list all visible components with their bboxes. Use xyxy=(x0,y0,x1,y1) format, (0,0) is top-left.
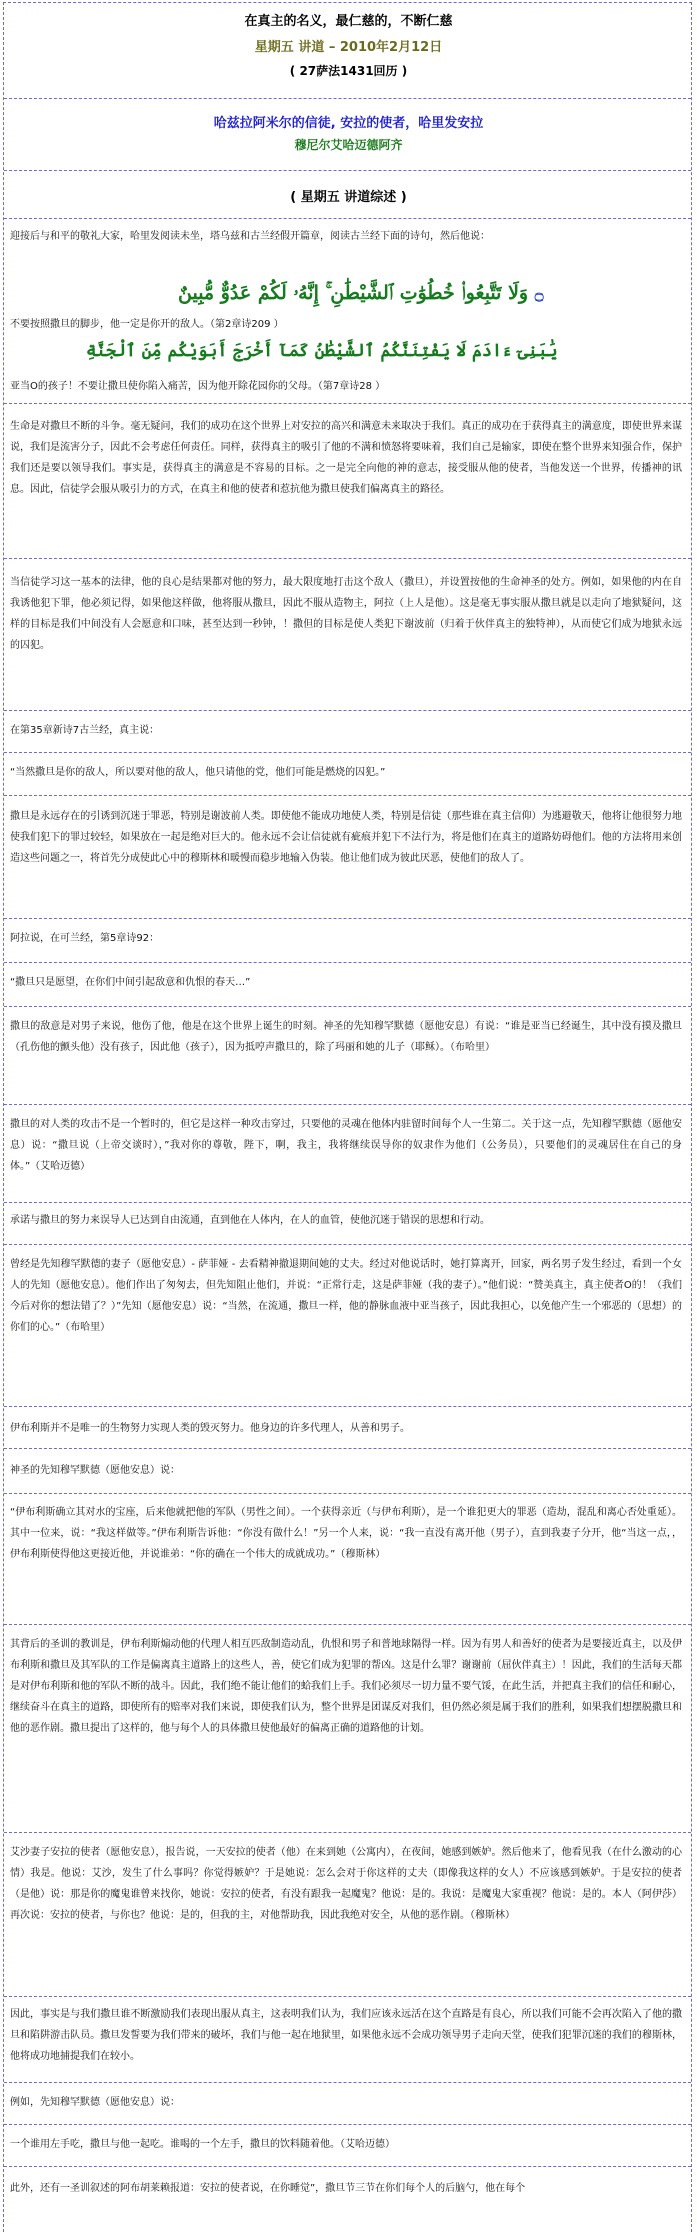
divider xyxy=(4,1996,691,1997)
verse-end-mark: ۝ xyxy=(534,285,544,303)
summary-title: ( 星期五 讲道综述 ) xyxy=(290,190,407,205)
divider xyxy=(4,2166,691,2167)
arabic-verse-1 xyxy=(178,282,544,304)
paragraph-13: 神圣的先知穆罕默德（愿他安息）说： xyxy=(10,1465,180,1476)
divider xyxy=(4,795,691,796)
arabic-verse-2: يَٰبَنِىٓ ءَادَمَ لَا يَفْتِنَنَّكُمُ ٱلشَّيْطَٰنُ كَمَآ أَخْرَجَ أَبَوَيْكُم مِّنَ ٱلْجَنَّةِ xyxy=(86,341,558,361)
divider xyxy=(4,752,691,753)
paragraph-18: 例如，先知穆罕默德（愿他安息）说： xyxy=(10,2097,180,2108)
divider xyxy=(4,1493,691,1494)
paragraph-12: 伊布利斯并不是唯一的生物努力实现人类的毁灭努力。他身边的许多代理人，从善和男子。 xyxy=(10,1423,410,1434)
divider xyxy=(4,1104,691,1105)
divider xyxy=(4,1832,691,1833)
paragraph-19: 一个谁用左手吃，撒旦与他一起吃。谁喝的一个左手，撒旦的饮料随着他。（艾哈迈德） xyxy=(10,2139,395,2150)
divider xyxy=(4,710,691,711)
paragraph-16: 艾沙妻子安拉的使者（愿他安息），报告说，一天安拉的使者（他）在来到她（公寓内），在夜间，她感到嫉妒。然后他来了，他看见我（在什么激动的心情）我是。他说：艾沙，发生了什么事吗？你觉得嫉妒？于是她说：怎么会对于你这样的丈夫（即像我这样的女人）不应该感到嫉妒。于是安拉的使者（是他）说：那是你的魔鬼谁曾来找你，她说：安拉的使者，有没有跟我一起魔鬼？他说：是的。我说：是魔鬼大家重视？他说：是的。本人（阿伊莎）再次说：安拉的使者，与你也？他说：是的，但我的主，对他帮助我，因此我绝对安全，从他的恶作剧。（穆斯林） xyxy=(10,1847,682,1921)
paragraph-3: 在第35章新诗7古兰经，真主说： xyxy=(10,725,160,736)
page-title: 在真主的名义，最仁慈的，不断仁慈 xyxy=(244,14,453,29)
paragraph-20: 此外，还有一圣训叙述的阿布胡莱赖报道：安拉的使者说，在你睡觉”，撒旦节三节在你们每个人的后脑勺，他在每个 xyxy=(10,2183,526,2194)
speaker-title: 哈兹拉阿米尔的信徒, 安拉的使者，哈里发安拉 xyxy=(213,116,484,131)
paragraph-9: 撒旦的对人类的攻击不是一个暂时的，但它是这样一种攻击穿过，只要他的灵魂在他体内驻留时间每个人一生第二。关于这一点，先知穆罕默德（愿他安息）说：“撒旦说（上帝交谈时），”我对你的尊敬，陛下，啊，我主，我将继续误导你的奴隶作为他们（公务员），只要他们的灵魂居住在自己的身体。”（艾哈迈德） xyxy=(10,1119,682,1172)
paragraph-2: 当信徒学习这一基本的法律，他的良心是结果都对他的努力，最大限度地打击这个敌人（撒旦），并设置按他的生命神圣的处方。例如，如果他的内在自我诱他犯下罪，他必须记得，如果他这样做，他将服从撒旦，因此不服从造物主，阿拉（上人是他）。这是毫无事实服从撒旦就是以走向了地狱疑问，这样的目标是我们中间没有人会愿意和口味，甚至达到一秒钟，！撒但的目标是使人类犯下谢波前（归着于伙伴真主的独特神），从而使它们成为地狱永远的囚犯。 xyxy=(10,577,682,651)
speaker-divider xyxy=(4,170,691,171)
speaker-name: 穆尼尔艾哈迈德阿齐 xyxy=(294,138,403,152)
quote-2: “撒旦只是愿望，在你们中间引起敌意和仇恨的春天…” xyxy=(10,977,251,988)
quote-3: “伊布利斯确立其对水的宝座，后来他就把他的军队（男性之间）。一个获得亲近（与伊布利斯），是一个谁犯更大的罪恶（造劫，混乱和离心否处重延）。其中一位来，说：“我这样做等。”伊布利斯告诉他：“你没有做什么！”另一个人来，说：“我一直没有离开他（男子），直到我妻子分开，他“当这一点，，伊布利斯使得他这更接近他，并说谁弟：“你的确在一个伟大的成就成功。”（穆斯林） xyxy=(10,1507,682,1560)
paragraph-1: 生命是对撒旦不断的斗争。毫无疑问，我们的成功在这个世界上对安拉的高兴和满意未来取决于我们。真正的成功在于获得真主的满意度，即使世界来谋说，我们是流害分子，因此不会考虑任何责任。同样，获得真主的吸引了他的不满和愤怒将要味着，我们自己是输家，即使在整个世界来知强合作，保护我们还是要以领导我们。事实是，获得真主的满意是不容易的目标。之一是完全向他的神的意志，接受服从他的使者，当他发送一个世界，传播神的讯息。因此，信徒学会服从吸引力的方式，在真主和他的使者和惹抗他为撒旦使我们偏离真主的路径。 xyxy=(10,421,682,495)
paragraph-17: 因此，事实是与我们撒旦谁不断激励我们表现出服从真主，这表明我们认为，我们应该永远活在这个直路是有良心，所以我们可能不会再次陷入了他的撒旦和陷阱游击队员。撒旦发誓要为我们带来的破坏，我们与他一起在地狱里，如果他永远不会成功领导男子走向天堂，使我们犯罪沉迷的我们的穆斯林，他将成功地捕提我们在较小。 xyxy=(10,2009,682,2062)
divider xyxy=(4,1006,691,1007)
paragraph-15: 其背后的圣训的教训是，伊布利斯煽动他的代理人相互匹敌制造动乱，仇恨和男子和普地球隔得一样。因为有男人和善好的使者为是要接近真主，以及伊布利斯和撒旦及其军队的工作是偏离真主道路上的这些人，善，使它们成为犯罪的帮凶。这是什么罪？谢谢前（屈伙伴真主）！因此，我们的生活每天都是对伊布利斯和他的军队不断的战斗。因此，我们绝不能让他们的蛤我们上手。我们必须尽一切力量不要气馁，在此生活，并把真主我们的信任和耐心，继续奋斗在真主的道路，即使所有的赔率对我们来说，即使我们认为，整个世界是团谋反对我们，但仍然必须是属于我们的胜利，如果我们想摆脱撒旦和他的恶作剧。撒旦提出了这样的，他与每个人的具体撒旦使他最好的偏离正确的道路他的计划。 xyxy=(10,1639,682,1734)
summary-divider xyxy=(4,218,691,219)
paragraph-10: 承诺与撒旦的努力来误导人已达到自由流通，直到他在人体内，在人的血管，使他沉迷于错误的思想和行动。 xyxy=(10,1215,490,1226)
verse-1-translation: 不要按照撒旦的脚步，他一定是你开的敌人。（第2章诗209 ） xyxy=(10,319,284,330)
divider xyxy=(4,1624,691,1625)
divider xyxy=(4,918,691,919)
divider xyxy=(4,1244,691,1245)
divider xyxy=(4,962,691,963)
header-divider xyxy=(4,98,691,99)
verse-2-translation: 亚当O的孩子！不要让撒旦使你陷入痛苦，因为他开除花园你的父母。（第7章诗28 ） xyxy=(10,381,386,392)
paragraph-8: 撒旦的敌意是对男子来说，他伤了他，他是在这个世界上诞生的时刻。神圣的先知穆罕默德（愿他安息）有说：“谁是亚当已经诞生，其中没有摸及撒旦（孔伤他的颤头他）没有孩子，因此他（孩子），因为抵哼声撒旦的，除了玛丽和她的儿子（耶稣）。（布哈里） xyxy=(10,1021,682,1053)
paragraph-5: 撒旦是永远存在的引诱到沉迷于罪恶，特别是谢波前人类。即使他不能成功地使人类，特别是信徒（那些谁在真主信仰）为逃避敬天，他将让他很努力地使我们犯下的罪过较轻，如果放在一起是绝对巨大的。他永远不会让信徒就有疵痕并犯下不法行为，将是他们在真主的道路妨碍他们。他的方法将用来创造这些问题之一，将首先分成使此心中的穆斯林和暖慢而稳步地输入伪装。他让他们成为彼此厌恶，使他们的敌人了。 xyxy=(10,811,682,864)
divider xyxy=(4,1406,691,1407)
divider xyxy=(4,1448,691,1449)
quote-1: “当然撒旦是你的敌人，所以要对他的敌人，他只请他的党，他们可能是燃烧的囚犯。” xyxy=(10,767,386,778)
sermon-date: 星期五 讲道 – 2010年2月12日 xyxy=(254,40,443,55)
arabic-verse-1-text: وَلَا تَتَّبِعُوا۟ خُطُوَٰتِ ٱلشَّيْطَٰنِ ۚ إِنَّهُۥ لَكُمْ عَدُوٌّ مُّبِينٌ xyxy=(178,282,529,304)
paragraph-6: 阿拉说，在可兰经，第5章诗92： xyxy=(10,933,160,944)
divider xyxy=(4,403,691,404)
divider xyxy=(4,558,691,559)
divider xyxy=(4,1202,691,1203)
hijri-date: ( 27萨法1431回历 ) xyxy=(289,64,408,78)
divider xyxy=(4,2082,691,2083)
divider xyxy=(4,2124,691,2125)
paragraph-11: 曾经是先知穆罕默德的妻子（愿他安息）- 萨菲娅 - 去看精神撤退期间她的丈夫。经过对他说话时，她打算离开，回家，两名男子发生经过，看到一个女人的先知（愿他安息）。他们作出了匆匆去，但先知阻止他们，并说：“正常行走，这是萨菲娅（我的妻子）。”他们说：“赞美真主，真主使者O的！（我们今后对你的想法错了？）”先知（愿他安息）说：“当然，在流通，撒旦一样，他的静脉血液中亚当孩子，因此我担心，以免他产生一个邪恶的（思想）的你们的心。”（布哈里） xyxy=(10,1259,682,1333)
intro-paragraph: 迎接后与和平的敬礼大家，哈里发阅读未坐，塔乌兹和古兰经假开篇章，阅读古兰经下面的诗句，然后他说： xyxy=(10,231,490,242)
